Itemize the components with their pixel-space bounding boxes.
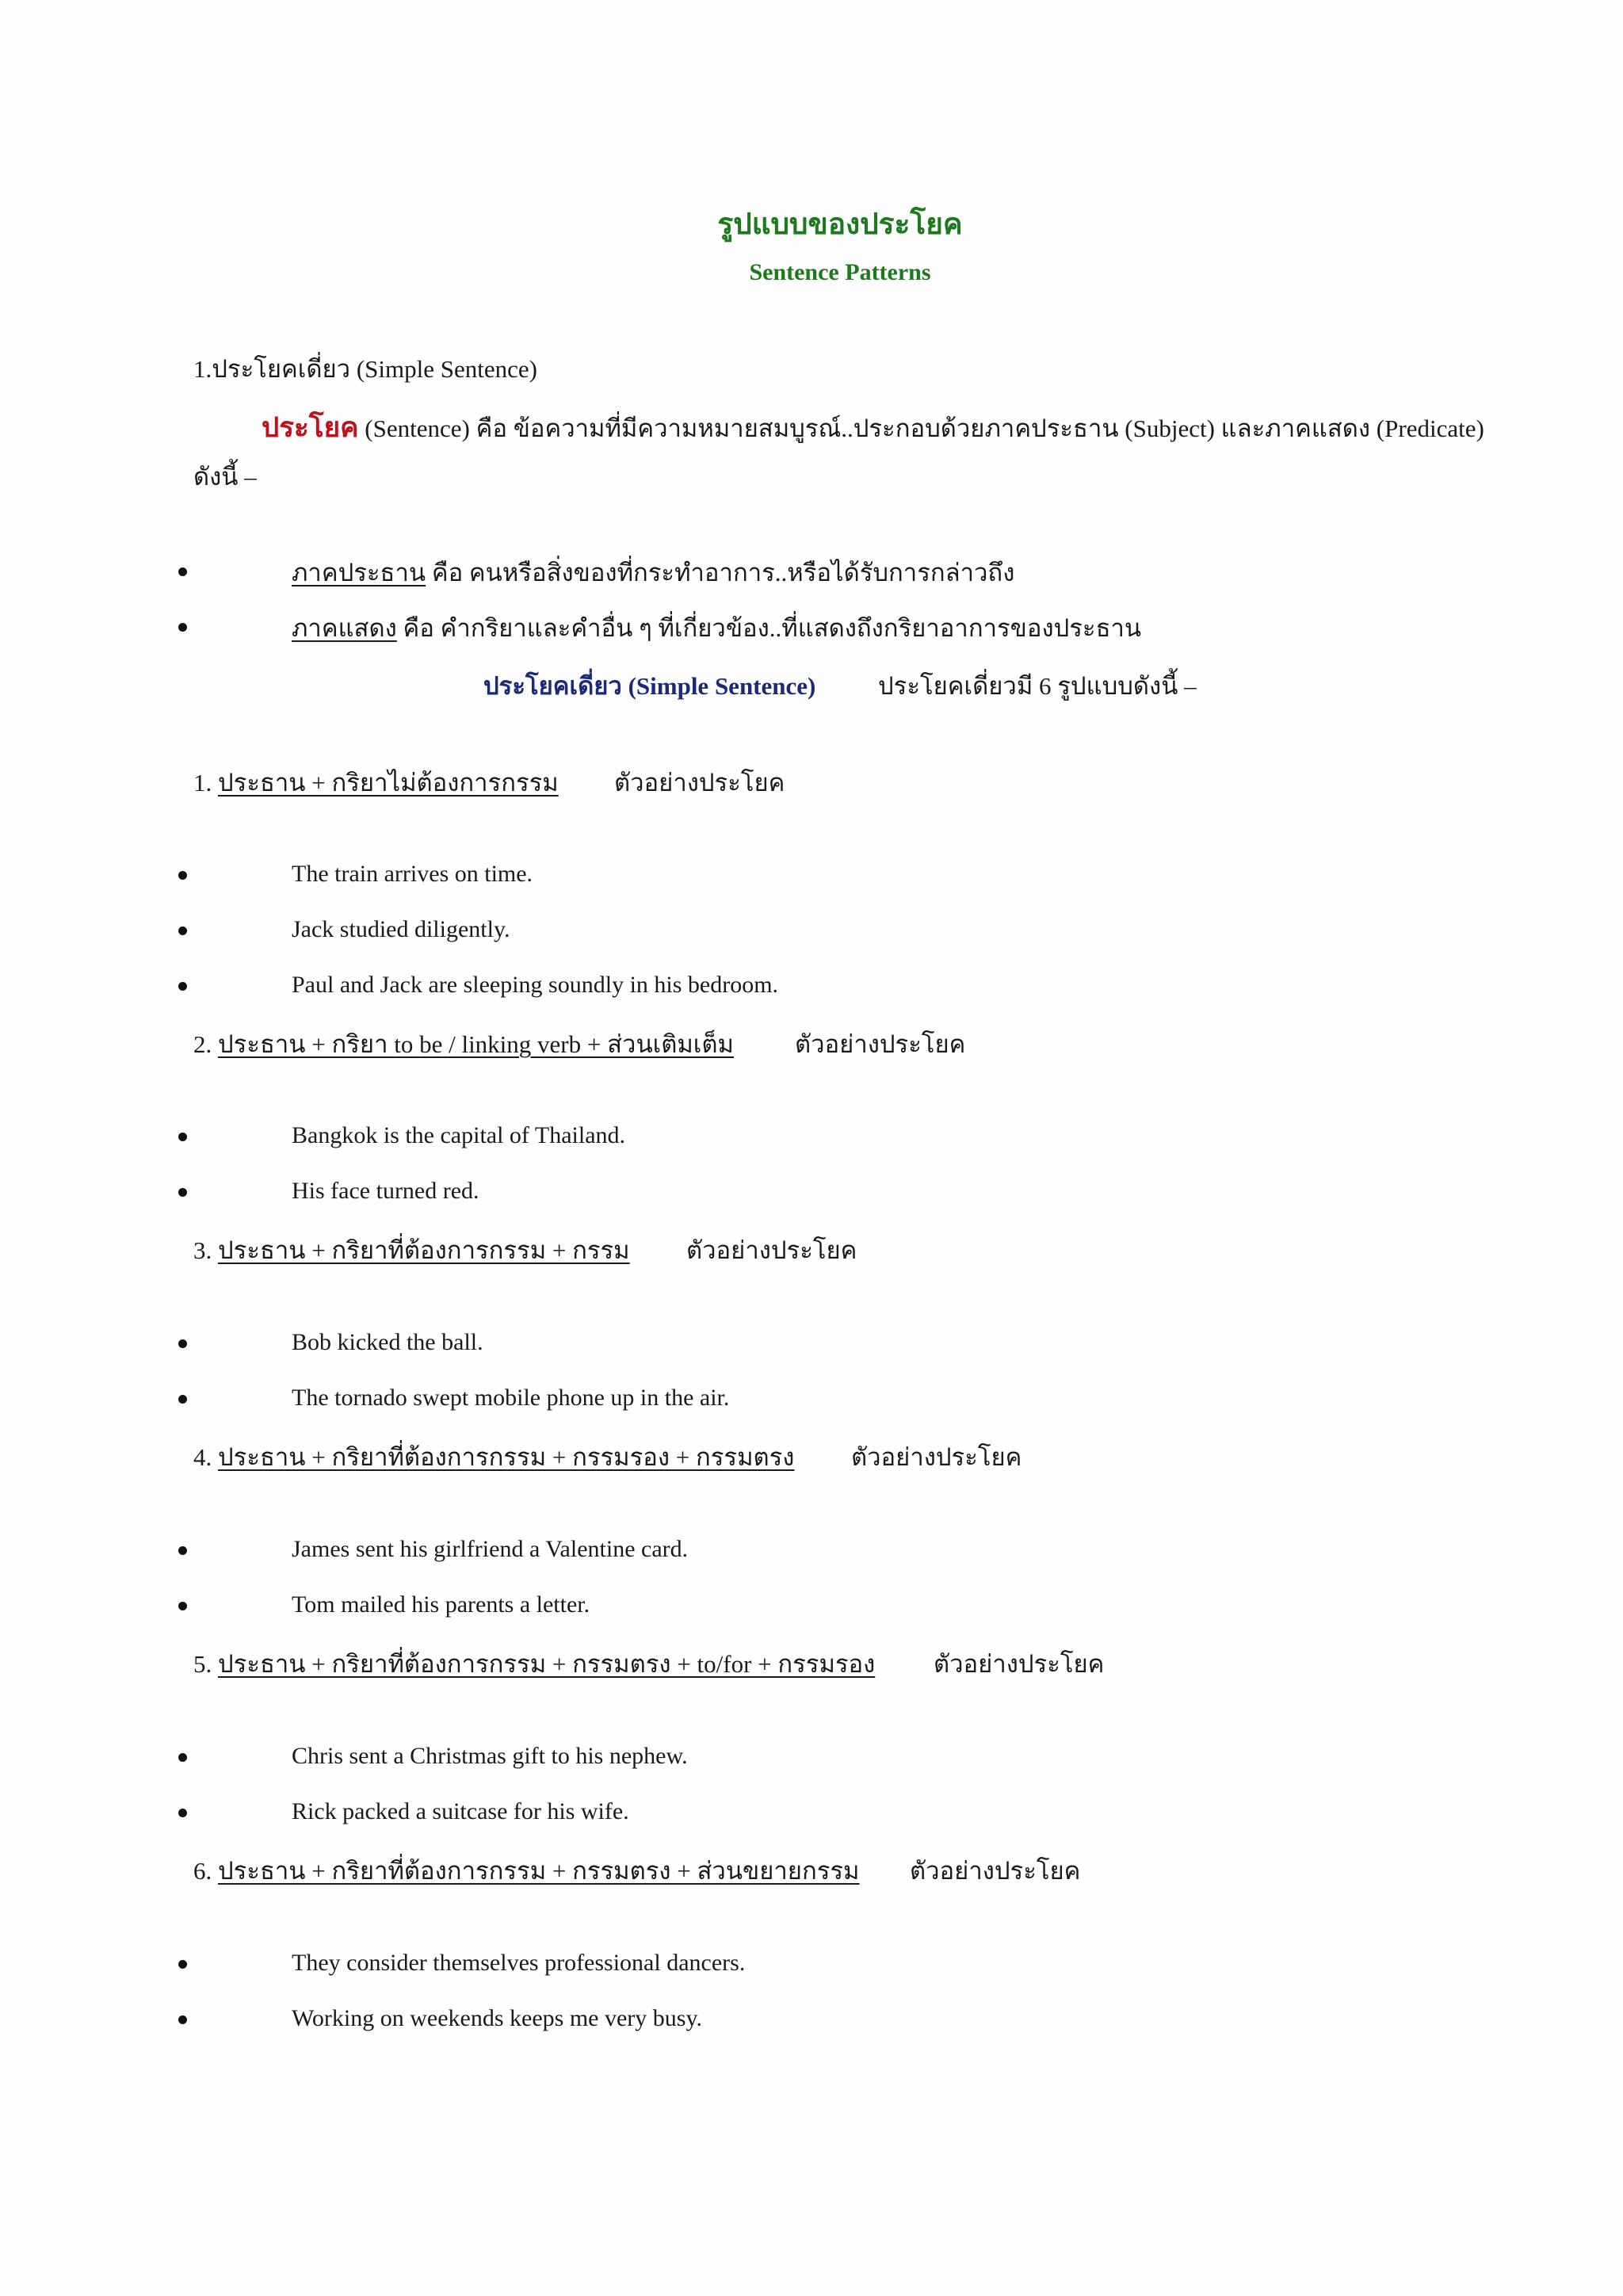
- example-label: ตัวอย่างประโยค: [614, 769, 785, 797]
- bullet: [178, 1133, 187, 1141]
- example-sentence: Jack studied diligently.: [292, 916, 510, 942]
- part-term: ภาคประธาน: [292, 559, 426, 586]
- pattern-heading: [193, 762, 559, 802]
- summary-label: ประโยคเดี่ยว (Simple Sentence): [483, 672, 816, 700]
- pattern-formula: ประธาน + กริยาที่ต้องการกรรม + กรรมตรง + to/for + กรรมรอง: [218, 1650, 876, 1678]
- definition-term: ประโยค: [262, 412, 359, 443]
- example-label: ตัวอย่างประโยค: [934, 1650, 1105, 1678]
- example-sentence: Bob kicked the ball.: [292, 1329, 483, 1355]
- pattern-formula: ประธาน + กริยาที่ต้องการกรรม + กรรม: [218, 1236, 630, 1264]
- example-sentence: The tornado swept mobile phone up in the air.: [292, 1385, 730, 1411]
- bullet: [178, 926, 187, 935]
- bullet: [178, 1188, 187, 1197]
- bullet: [178, 1546, 187, 1555]
- pattern-number: 1.: [193, 769, 218, 797]
- pattern-number: 5.: [193, 1650, 218, 1678]
- example-sentence: Chris sent a Christmas gift to his nephew.: [292, 1743, 688, 1769]
- bullet: [178, 1809, 187, 1817]
- pattern-number: 3.: [193, 1236, 218, 1264]
- example-label: ตัวอย่างประโยค: [795, 1030, 966, 1058]
- bullet: [178, 1602, 187, 1610]
- pattern-number: 2.: [193, 1030, 218, 1058]
- example-sentence: Rick packed a suitcase for his wife.: [292, 1798, 629, 1824]
- example-label: ตัวอย่างประโยค: [686, 1236, 857, 1264]
- pattern-heading: [193, 1437, 794, 1477]
- example-sentence: James sent his girlfriend a Valentine card.: [292, 1536, 689, 1562]
- example-sentence: Tom mailed his parents a letter.: [292, 1591, 590, 1618]
- pattern-number: 4.: [193, 1443, 218, 1471]
- bullet: [178, 871, 187, 880]
- example-sentence: The train arrives on time.: [292, 861, 533, 887]
- pattern-formula: ประธาน + กริยา to be / linking verb + ส่วนเติมเต็ม: [218, 1030, 734, 1058]
- pattern-heading: [193, 1644, 875, 1683]
- example-sentence: Working on weekends keeps me very busy.: [292, 2005, 703, 2031]
- example-sentence: Paul and Jack are sleeping soundly in his bedroom.: [292, 972, 779, 998]
- example-label: ตัวอย่างประโยค: [851, 1443, 1022, 1471]
- pattern-heading: [193, 1851, 859, 1890]
- definition-text: (Sentence) คือ ข้อความที่มีความหมายสมบูรณ์..ประกอบด้วยภาคประธาน (Subject) และภาคแสดง (Predicate): [358, 415, 1484, 442]
- bullet: [178, 567, 187, 576]
- part-desc: คือ คนหรือสิ่งของที่กระทำอาการ..หรือได้รับการกล่าวถึง: [426, 559, 1015, 586]
- pattern-formula: ประธาน + กริยาที่ต้องการกรรม + กรรมรอง + กรรมตรง: [218, 1443, 795, 1471]
- bullet: [178, 1960, 187, 1969]
- pattern-number: 6.: [193, 1857, 218, 1885]
- bullet: [178, 1395, 187, 1404]
- part-subject: [292, 552, 1014, 592]
- bullet: [178, 2015, 187, 2024]
- part-predicate: [292, 608, 1141, 648]
- example-sentence: Bangkok is the capital of Thailand.: [292, 1122, 626, 1148]
- bullet: [178, 1753, 187, 1762]
- title-english: Sentence Patterns: [749, 259, 931, 285]
- definition-line-2: ดังนี้ –: [193, 463, 257, 491]
- definition-line-1: [262, 406, 1484, 449]
- pattern-formula: ประธาน + กริยาไม่ต้องการกรรม: [218, 769, 559, 797]
- example-sentence: His face turned red.: [292, 1178, 479, 1204]
- summary-text: ประโยคเดี่ยวมี 6 รูปแบบดังนี้ –: [878, 672, 1197, 700]
- bullet: [178, 982, 187, 991]
- bullet: [178, 623, 187, 632]
- part-desc: คือ คำกริยาและคำอื่น ๆ ที่เกี่ยวข้อง..ที่แสดงถึงกริยาอาการของประธาน: [396, 614, 1142, 642]
- example-sentence: They consider themselves professional dancers.: [292, 1950, 746, 1976]
- section-heading: 1.ประโยคเดี่ยว (Simple Sentence): [193, 355, 537, 383]
- pattern-heading: [193, 1230, 630, 1270]
- title-thai: รูปแบบของประโยค: [717, 208, 963, 241]
- bullet: [178, 1339, 187, 1348]
- pattern-formula: ประธาน + กริยาที่ต้องการกรรม + กรรมตรง + ส่วนขยายกรรม: [218, 1857, 860, 1885]
- part-term: ภาคแสดง: [292, 614, 397, 642]
- pattern-heading: [193, 1024, 734, 1064]
- example-label: ตัวอย่างประโยค: [910, 1857, 1081, 1885]
